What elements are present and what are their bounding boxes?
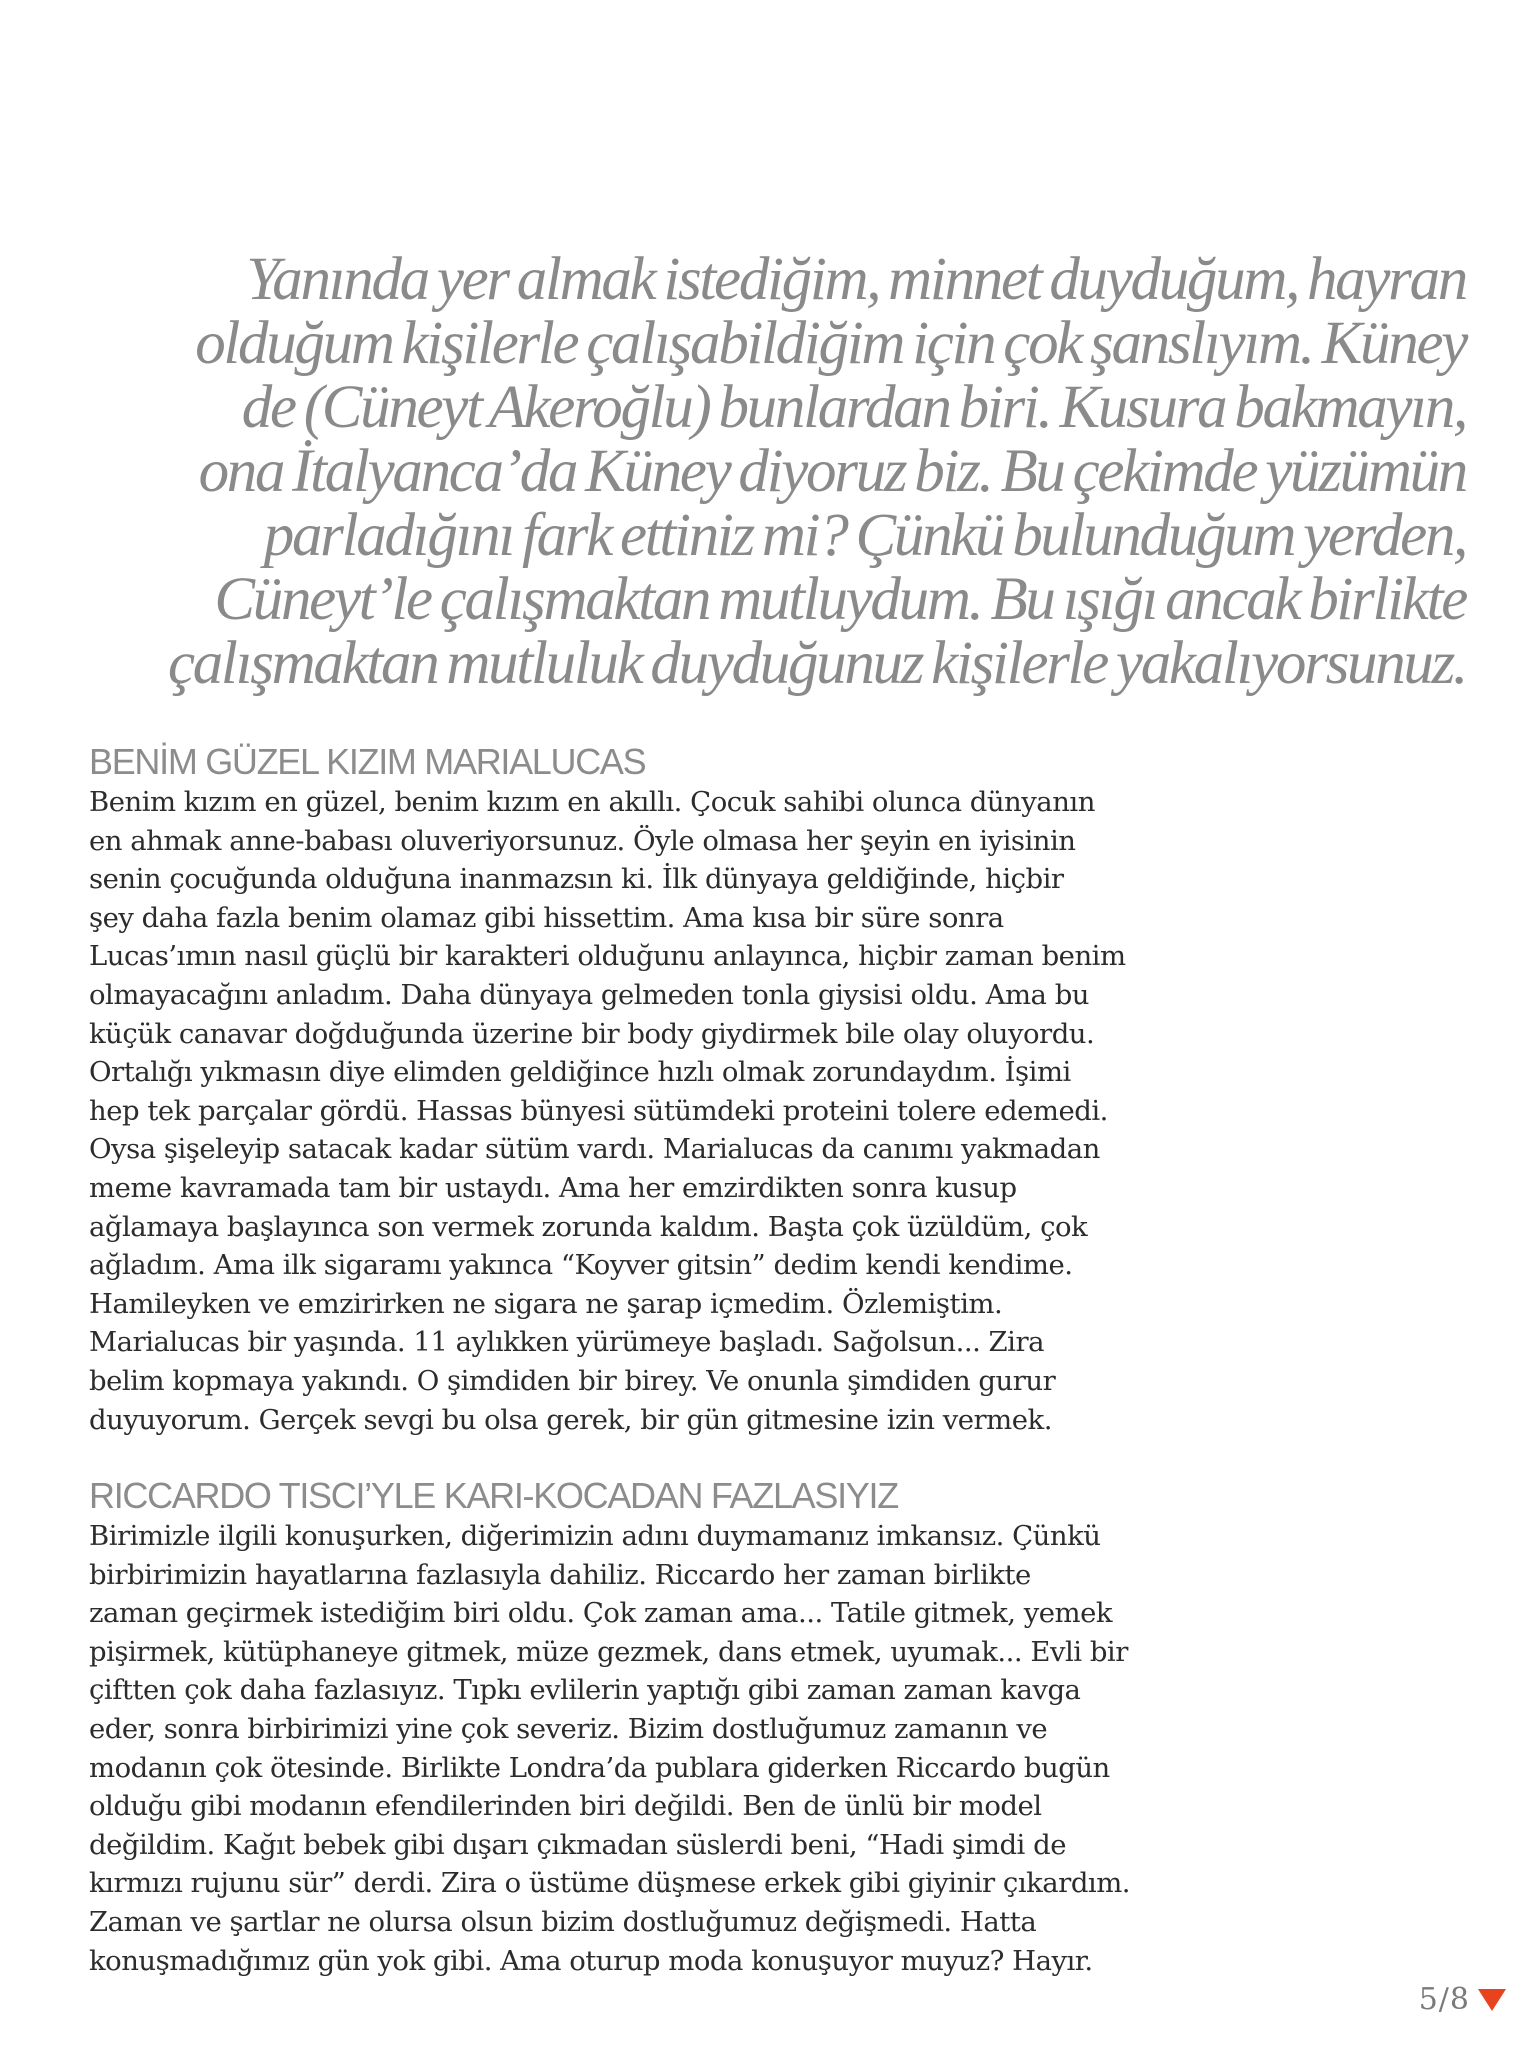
body-line: Zaman ve şartlar ne olursa olsun bizim dostluğumuz değişmedi. Hatta (89, 1905, 1037, 1938)
section-heading: RICCARDO TISCI’YLE KARI-KOCADAN FAZLASIYIZ (89, 1475, 898, 1516)
page-number: 5/8 (1418, 1982, 1470, 2017)
body-line: çiftten çok daha fazlasıyız. Tıpkı evlilerin yaptığı gibi zaman zaman kavga (89, 1674, 1081, 1707)
body-line: duyuyorum. Gerçek sevgi bu olsa gerek, bir gün gitmesine izin vermek. (89, 1403, 1052, 1436)
pull-quote-line: Yanında yer almak istediğim, minnet duyduğum, hayran (246, 246, 1466, 313)
pull-quote-line: olduğum kişilerle çalışabildiğim için çok şanslıyım. Küney (195, 310, 1466, 377)
pull-quote-line: parladığını fark ettiniz mi? Çünkü bulunduğum yerden, (263, 502, 1466, 569)
pull-quote-line: Cüneyt’le çalışmaktan mutluydum. Bu ışığı ancak birlikte (214, 566, 1466, 633)
body-line: eder, sonra birbirimizi yine çok severiz. Bizim dostluğumuz zamanın ve (89, 1712, 1048, 1745)
body-line: küçük canavar doğduğunda üzerine bir body giydirmek bile olay oluyordu. (89, 1017, 1095, 1050)
body-line: şey daha fazla benim olamaz gibi hissettim. Ama kısa bir süre sonra (89, 901, 1004, 934)
body-line: birbirimizin hayatlarına fazlasıyla dahiliz. Riccardo her zaman birlikte (89, 1558, 1031, 1591)
body-line: Ortalığı yıkmasın diye elimden geldiğince hızlı olmak zorundaydım. İşimi (89, 1056, 1071, 1089)
section-riccardo-tisci (89, 1475, 1199, 1980)
body-line: Oysa şişeleyip satacak kadar sütüm vardı. Marialucas da canımı yakmadan (89, 1133, 1100, 1166)
body-line: en ahmak anne-babası oluveriyorsunuz. Öyle olmasa her şeyin en iyisinin (89, 824, 1076, 857)
body-line: Birimizle ilgili konuşurken, diğerimizin adını duymamanız imkansız. Çünkü (89, 1520, 1101, 1552)
body-line: modanın çok ötesinde. Birlikte Londra’da publara giderken Riccardo bugün (89, 1751, 1110, 1784)
pull-quote-line: ona İtalyanca’da Küney diyoruz biz. Bu çekimde yüzümün (198, 438, 1466, 505)
body-line: konuşmadığımız gün yok gibi. Ama oturup moda konuşuyor muyuz? Hayır. (89, 1944, 1093, 1977)
pull-quote-line: çalışmaktan mutluluk duyduğunuz kişilerle yakalıyorsunuz. (167, 630, 1466, 697)
page-indicator (1419, 1982, 1506, 2018)
section-body (89, 783, 1199, 1439)
body-line: Marialucas bir yaşında. 11 aylıkken yürümeye başladı. Sağolsun... Zira (89, 1326, 1044, 1359)
body-line: olduğu gibi modanın efendilerinden biri değildi. Ben de ünlü bir model (89, 1790, 1042, 1823)
body-line: pişirmek, kütüphaneye gitmek, müze gezmek, dans etmek, uyumak... Evli bir (89, 1635, 1128, 1668)
body-line: zaman geçirmek istediğim biri oldu. Çok zaman ama... Tatile gitmek, yemek (89, 1597, 1113, 1630)
body-line: senin çocuğunda olduğuna inanmazsın ki. İlk dünyaya geldiğinde, hiçbir (89, 863, 1064, 896)
section-body (89, 1517, 1199, 1980)
section-heading: BENİM GÜZEL KIZIM MARIALUCAS (89, 741, 646, 782)
body-line: kırmızı rujunu sür” derdi. Zira o üstüme düşmese erkek gibi giyinir çıkardım. (89, 1867, 1131, 1900)
pull-quote-line: de (Cüneyt Akeroğlu) bunlardan biri. Kusura bakmayın, (241, 374, 1466, 441)
body-line: hep tek parçalar gördü. Hassas bünyesi sütümdeki proteini tolere edemedi. (89, 1094, 1108, 1127)
body-line: ağlamaya başlayınca son vermek zorunda kaldım. Başta çok üzüldüm, çok (89, 1210, 1088, 1243)
body-line: olmayacağını anladım. Daha dünyaya gelmeden tonla giysisi oldu. Ama bu (89, 978, 1090, 1011)
pull-quote (140, 248, 1466, 696)
body-line: ağladım. Ama ilk sigaramı yakınca “Koyver gitsin” dedim kendi kendime. (89, 1249, 1073, 1282)
body-line: Hamileyken ve emzirirken ne sigara ne şarap içmedim. Özlemiştim. (89, 1287, 1003, 1320)
triangle-down-icon[interactable] (1478, 1989, 1506, 2011)
section-marialucas (89, 741, 1199, 1439)
body-line: Lucas’ımın nasıl güçlü bir karakteri olduğunu anlayınca, hiçbir zaman benim (89, 940, 1126, 973)
body-line: değildim. Kağıt bebek gibi dışarı çıkmadan süslerdi beni, “Hadi şimdi de (89, 1828, 1066, 1861)
body-line: meme kavramada tam bir ustaydı. Ama her emzirdikten sonra kusup (89, 1171, 1017, 1204)
body-line: Benim kızım en güzel, benim kızım en akıllı. Çocuk sahibi olunca dünyanın (89, 786, 1095, 818)
body-line: belim kopmaya yakındı. O şimdiden bir birey. Ve onunla şimdiden gurur (89, 1364, 1056, 1397)
